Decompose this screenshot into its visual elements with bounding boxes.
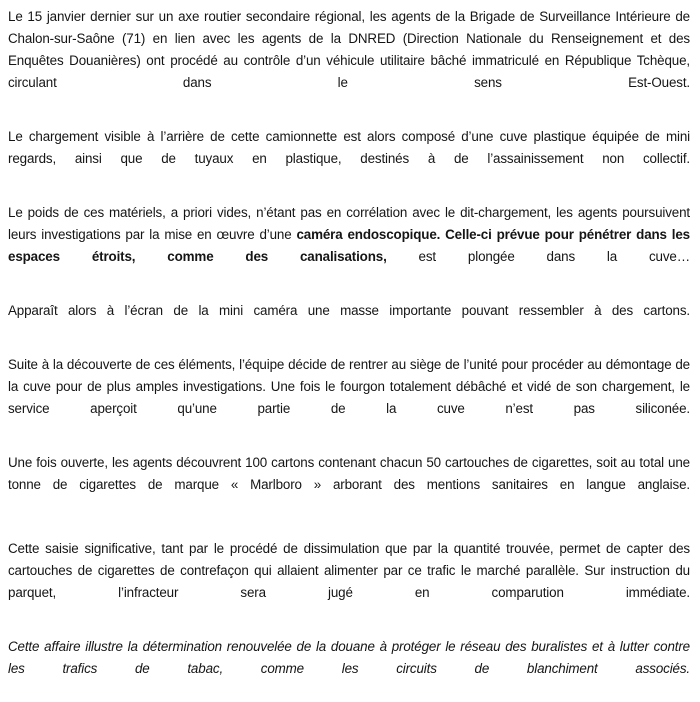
paragraph-demontage-cuve: Suite à la découverte de ces éléments, l’équipe décide de rentrer au siège de l’unité pour procéder au démontage de la cuve pour de plus amples investigations. Une fois le fourgon totalement débâché et vidé de son chargement, le service aperçoit qu’une partie de la cuve n’est pas siliconée. — [8, 357, 690, 416]
paragraph-decouverte-cartons: Une fois ouverte, les agents découvrent 100 cartons contenant chacun 50 cartouches de cigarettes, soit au total une tonne de cigarettes de marque « Marlboro » arborant des mentions sanitaires en langue anglaise. — [8, 455, 690, 492]
paragraph-camera-endoscopique — [8, 202, 690, 290]
paragraph-conclusion-italique: Cette affaire illustre la détermination renouvelée de la douane à protéger le réseau des buralistes et à lutter contre les trafics de tabac, comme les circuits de blanchiment associés. — [8, 639, 690, 676]
paragraph-intro-controle: Le 15 janvier dernier sur un axe routier secondaire régional, les agents de la Brigade de Surveillance Intérieure de Chalon-sur-Saône (71) en lien avec les agents de la DNRED (Direction Nationale du Renseignement et des Enquêtes Douanières) ont procédé au contrôle d’un véhicule utilitaire bâché immatriculé en République Tchèque, circulant dans le sens Est-Ouest. — [8, 9, 690, 90]
paragraph-text-after-bold: est plongée dans la cuve… — [386, 249, 690, 264]
paragraph-saisie-significative: Cette saisie significative, tant par le procédé de dissimulation que par la quantité trouvée, permet de capter des cartouches de cigarettes de contrefaçon qui allaient alimenter par ce trafic le marché parallèle. Sur instruction du parquet, l’infracteur sera jugé en comparution immédiate. — [8, 541, 690, 600]
paragraph-ecran-mini-camera: Apparaît alors à l’écran de la mini caméra une masse importante pouvant ressembler à des cartons. — [8, 303, 690, 318]
paragraph-text-before-bold: Le poids de ces matériels, a priori vides, n’étant pas en corrélation avec le dit-chargement, les agents poursuivent leurs investigations par la mise en œuvre d’une — [8, 205, 690, 242]
emphasis-camera-endoscopique: caméra endoscopique. Celle-ci prévue pour pénétrer dans les espaces étroits, comme des canalisations, — [8, 227, 690, 264]
paragraph-chargement-visible: Le chargement visible à l’arrière de cette camionnette est alors composé d’une cuve plastique équipée de mini regards, ainsi que de tuyaux en plastique, destinés à de l’assainissement non collectif. — [8, 129, 690, 166]
